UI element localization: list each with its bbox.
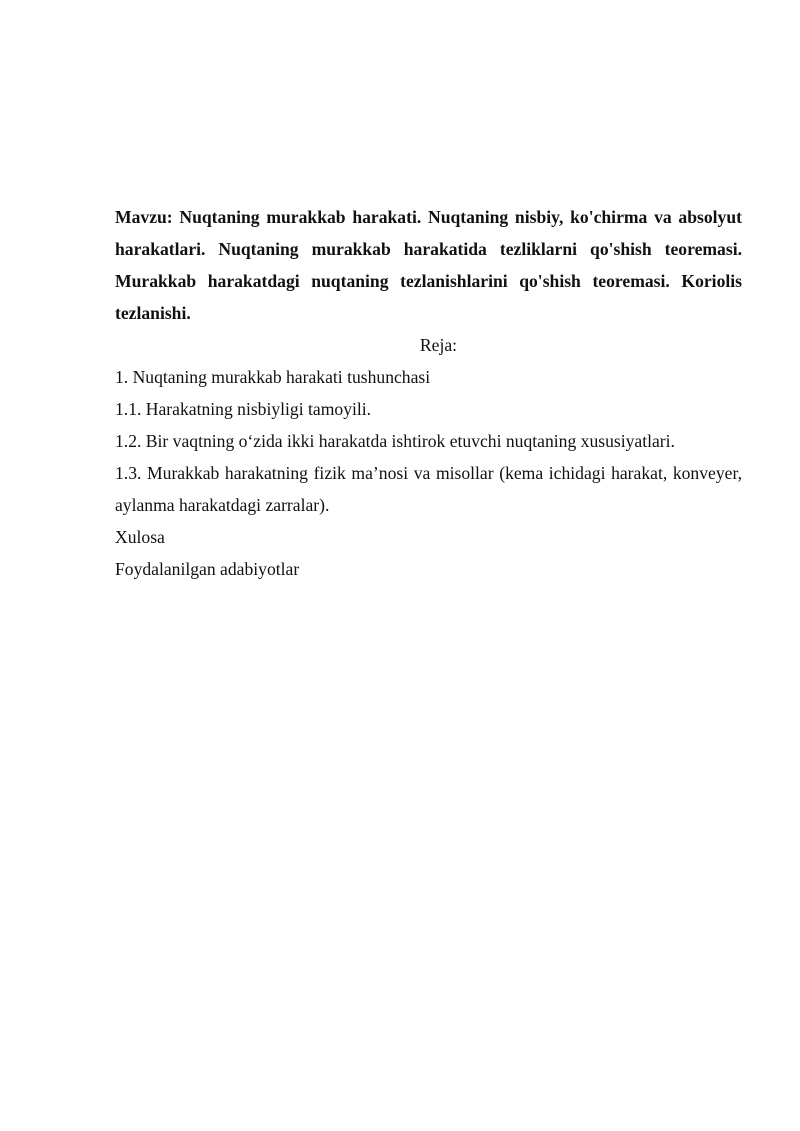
- plan-item: 1.2. Bir vaqtning o‘zida ikki harakatda ishtirok etuvchi nuqtaning xususiyatlari.: [115, 431, 675, 451]
- conclusion-item: Xulosa: [115, 527, 165, 547]
- plan-item: 1.1. Harakatning nisbiyligi tamoyili.: [115, 399, 372, 419]
- plan-item: 1.3. Murakkab harakatning fizik ma’nosi va misollar (kema ichidagi harakat, konveyer, aylanma harakatdagi zarralar).: [115, 463, 742, 515]
- references-item: Foydalanilgan adabiyotlar: [115, 559, 300, 579]
- plan-title: Reja:: [419, 335, 458, 355]
- document-body: [115, 201, 742, 585]
- topic-heading: Mavzu: Nuqtaning murakkab harakati. Nuqtaning nisbiy, ko'chirma va absolyut harakatlari. Nuqtaning murakkab harakatida tezliklarni qo'shish teoremasi. Murakkab harakatdagi nuqtaning tezlanishlarini qo'shish teoremasi. Koriolis tezlanishi.: [115, 207, 742, 323]
- plan-item: 1. Nuqtaning murakkab harakati tushunchasi: [115, 367, 431, 387]
